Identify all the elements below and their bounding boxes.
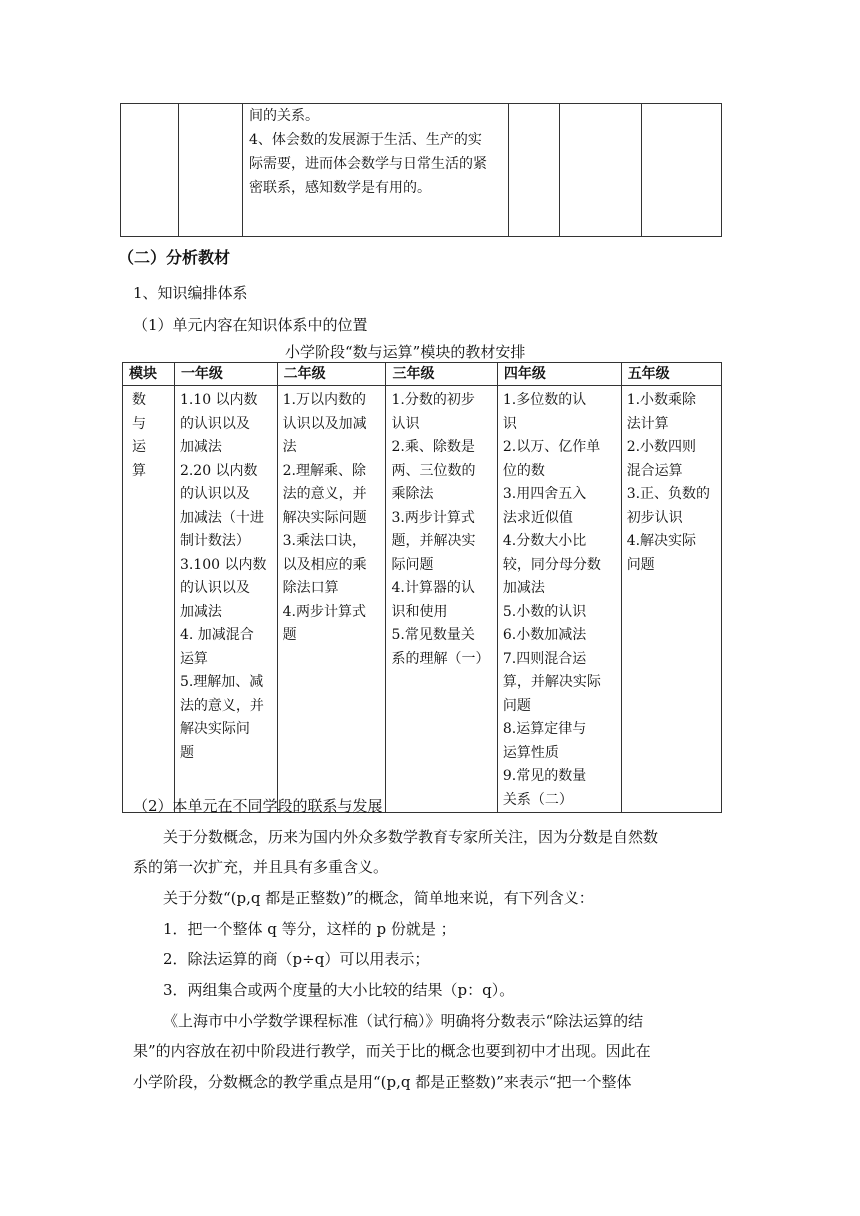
table-cell-line: 1.万以内数的: [282, 392, 366, 408]
subheading-position: （1）单元内容在知识体系中的位置: [133, 316, 368, 334]
header-grade-3: 三年级: [386, 363, 497, 386]
list-item: 2．除法运算的商（p÷q）可以用表示；: [163, 950, 430, 968]
table-cell-line: 题: [179, 744, 194, 761]
continuation-text: [249, 104, 507, 200]
header-module: 模块: [123, 363, 175, 386]
table-divider: [242, 104, 243, 236]
module-cell: [123, 386, 175, 813]
table-cell-line: 3.正、负数的: [626, 486, 711, 502]
table-cell-line: 初步认识: [626, 509, 683, 526]
text-line: 密联系，感知数学是有用的。: [249, 180, 431, 196]
table-cell-line: 运算性质: [502, 744, 559, 761]
table-cell-line: 4.解决实际: [626, 533, 697, 549]
table-cell-line: 乘除法: [391, 486, 434, 502]
paragraph-line: 关于分数概念，历来为国内外众多数学教育专家所关注，因为分数是自然数: [163, 828, 659, 846]
table-cell-line: 算，并解决实际: [502, 674, 601, 690]
table-cell-line: 5.常见数量关: [391, 627, 475, 643]
table-cell-line: 1.小数乘除: [626, 392, 697, 408]
table-divider: [178, 104, 179, 236]
header-grade-1: 一年级: [174, 363, 277, 386]
table-cell-line: 际问题: [391, 556, 434, 573]
table-cell-line: 2.理解乘、除: [282, 462, 366, 479]
table-cell-line: 3.两步计算式: [391, 509, 475, 526]
table-cell-line: 2.小数四则: [626, 439, 697, 455]
table-cell-line: 5.小数的认识: [502, 603, 587, 620]
grade-3-cell: [386, 386, 497, 813]
table-cell-line: 除法口算: [282, 580, 339, 596]
table-cell-line: 9.常见的数量: [502, 768, 587, 784]
header-grade-4: 四年级: [497, 363, 621, 386]
table-cell-line: 问题: [502, 697, 531, 714]
text-line: 4、体会数的发展源于生活、生产的实: [249, 132, 482, 148]
table-cell-line: 法求近似值: [502, 509, 573, 526]
table-cell-line: 问题: [626, 556, 655, 573]
paragraph-line: 小学阶段，分数概念的教学重点是用“(p,q 都是正整数)”来表示“把一个整体: [133, 1073, 632, 1091]
table-cell-line: 认识以及加减: [282, 415, 367, 432]
table-cell-line: 解决实际问: [179, 721, 250, 737]
table-row: [123, 386, 722, 813]
text-line: 间的关系。: [249, 108, 319, 124]
table-cell-line: 加减法: [179, 603, 222, 620]
table-cell-line: 5.理解加、减: [179, 674, 264, 690]
table-cell-line: 题，并解决实: [391, 533, 476, 549]
curriculum-table: [122, 362, 722, 813]
table-cell-line: 识: [502, 415, 517, 432]
table-cell-line: 两、三位数的: [391, 462, 476, 479]
module-char: 与: [132, 415, 146, 432]
paragraph-line: 《上海市中小学数学课程标准（试行稿）》明确将分数表示“除法运算的结: [163, 1012, 644, 1030]
subheading-knowledge-system: 1、知识编排体系: [133, 284, 248, 302]
module-char: 数: [132, 392, 146, 408]
table-cell-line: 的认识以及: [179, 415, 250, 432]
list-item: 3．两组集合或两个度量的大小比较的结果（p：q）。: [163, 981, 515, 999]
table-cell-line: 7.四则混合运: [502, 650, 587, 667]
table-cell-line: 4.计算器的认: [391, 580, 475, 596]
table-cell-line: 8.运算定律与: [502, 721, 587, 737]
table-cell-line: 3.用四舍五入: [502, 486, 587, 502]
table-cell-line: 1.10 以内数: [179, 392, 258, 408]
table-cell-line: 系的理解（一）: [391, 650, 490, 667]
section-heading: （二）分析教材: [118, 248, 231, 267]
text-line: 际需要，进而体会数学与日常生活的紧: [249, 156, 487, 172]
table-cell-line: 1.分数的初步: [391, 392, 475, 408]
table-title: 小学阶段“数与运算”模块的教材安排: [285, 343, 526, 361]
table-cell-line: 制计数法）: [179, 533, 250, 549]
grade-1-cell: [174, 386, 277, 813]
table-cell-line: 的认识以及: [179, 486, 250, 502]
table-cell-line: 解决实际问题: [282, 509, 367, 526]
table-cell-line: 加减法（十进: [179, 509, 264, 526]
module-char: 运: [132, 439, 146, 455]
table-cell-line: 加减法: [179, 439, 222, 455]
table-divider: [641, 104, 642, 236]
grade-5-cell: [621, 386, 721, 813]
paragraph-line: 关于分数“(p,q 都是正整数)”的概念，简单地来说，有下列含义：: [163, 889, 594, 907]
table-cell-line: 3.100 以内数: [179, 556, 267, 573]
header-grade-5: 五年级: [621, 363, 721, 386]
table-header-row: [123, 363, 722, 386]
table-cell-line: 4. 加减混合: [179, 627, 254, 643]
table-cell-line: 混合运算: [626, 462, 683, 479]
table-cell-line: 法: [282, 439, 297, 455]
subheading-development: （2）本单元在不同学段的联系与发展: [133, 797, 383, 815]
table-cell-line: 识和使用: [391, 603, 448, 620]
table-cell-line: 的认识以及: [179, 580, 250, 596]
table-cell-line: 加减法: [502, 580, 545, 596]
table-cell-line: 较，同分母分数: [502, 556, 601, 573]
table-cell-line: 认识: [391, 415, 420, 432]
grade-2-cell: [277, 386, 386, 813]
table-cell-line: 题: [282, 627, 297, 643]
paragraph-line: 系的第一次扩充，并且具有多重含义。: [133, 858, 389, 876]
table-cell-line: 法的意义，并: [282, 486, 367, 502]
table-cell-line: 法的意义，并: [179, 697, 264, 714]
table-cell-line: 关系（二）: [502, 791, 573, 808]
table-cell-line: 1.多位数的认: [502, 392, 587, 408]
grade-4-cell: [497, 386, 621, 813]
table-cell-line: 4.分数大小比: [502, 533, 587, 549]
table-cell-line: 2.乘、除数是: [391, 439, 475, 455]
table-cell-line: 以及相应的乘: [282, 556, 367, 573]
paragraph-line: 果”的内容放在初中阶段进行教学，而关于比的概念也要到初中才出现。因此在: [133, 1042, 651, 1060]
module-char: 算: [132, 462, 146, 479]
table-cell-line: 法计算: [626, 415, 669, 432]
table-cell-line: 运算: [179, 650, 208, 667]
table-cell-line: 2.20 以内数: [179, 462, 258, 479]
table-cell-line: 位的数: [502, 462, 545, 479]
list-item: 1．把一个整体 q 等分，这样的 p 份就是 ；: [163, 920, 456, 938]
table-divider: [508, 104, 509, 236]
table-divider: [559, 104, 560, 236]
table-cell-line: 6.小数加减法: [502, 627, 587, 643]
table-cell-line: 4.两步计算式: [282, 603, 366, 620]
header-grade-2: 二年级: [277, 363, 386, 386]
table-cell-line: 2.以万、亿作单: [502, 439, 601, 455]
table-cell-line: 3.乘法口诀，: [282, 533, 366, 549]
